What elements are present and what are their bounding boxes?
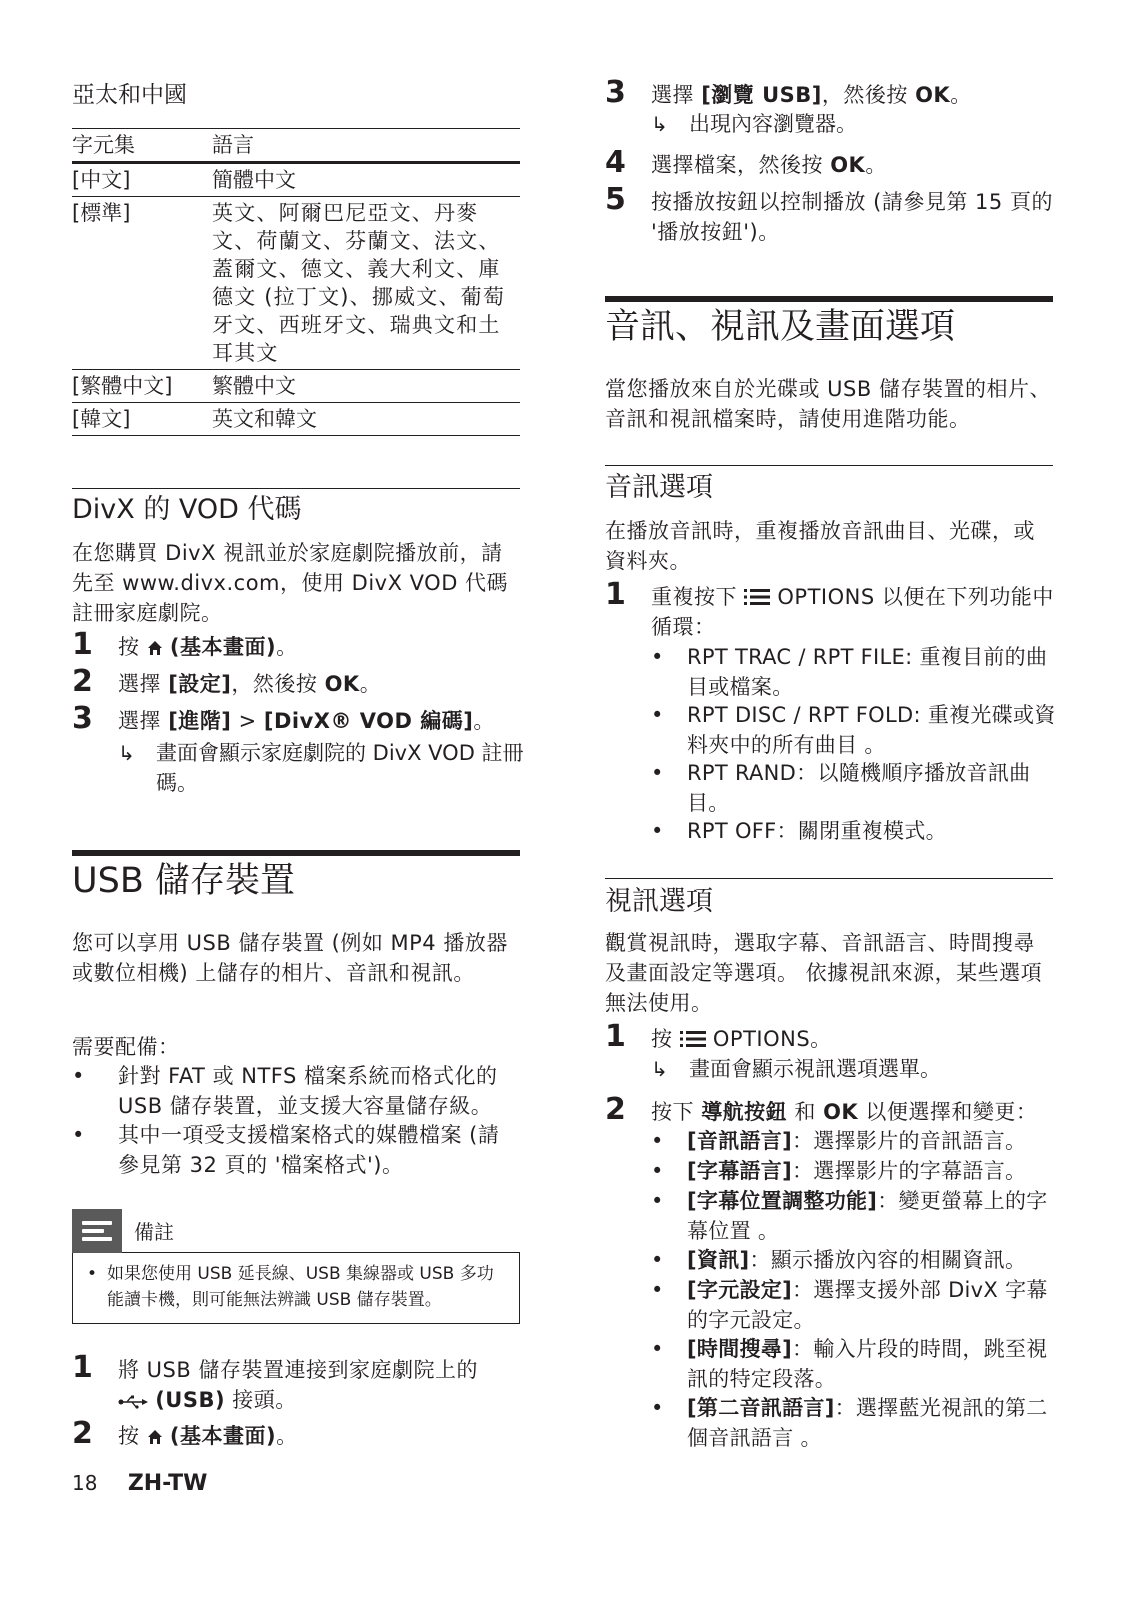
step-text: 和 (794, 1100, 816, 1124)
requirements-heading: 需要配備： (72, 1035, 180, 1059)
table-row (72, 197, 520, 370)
step-text: 。 (276, 635, 298, 659)
divx-top-rule (72, 488, 520, 489)
step-text: 接頭。 (232, 1388, 297, 1412)
step-text: 按播放按鈕以控制播放 (請參見第 15 頁的 '播放按鈕')。 (651, 190, 1053, 244)
step-text: 將 USB 儲存裝置連接到家庭劇院上的 (118, 1358, 478, 1382)
table-cell: 英文和韓文 (212, 403, 520, 436)
step-number: 3 (72, 701, 93, 736)
option-name: [字幕位置調整功能] (687, 1189, 878, 1213)
option-desc: : 重複光碟或資料夾中的所有曲目 。 (687, 703, 1056, 757)
option-desc: ：輸入片段的時間，跳至視訊的特定段落。 (687, 1337, 1048, 1391)
option-name: [資訊] (687, 1248, 750, 1272)
audio-intro: 在播放音訊時，重複播放音訊曲目、光碟，或資料夾。 (605, 519, 1035, 573)
result-text: 出現內容瀏覽器。 (689, 112, 857, 136)
home-icon (147, 640, 163, 656)
divx-intro: 在您購買 DivX 視訊並於家庭劇院播放前，請先至 www.divx.com，使用 DivX VOD 代碼註冊家庭劇院。 (72, 541, 509, 625)
page-number: 18 (72, 1471, 98, 1495)
option-name: RPT OFF (687, 819, 777, 843)
option-desc: : 重複目前的曲目或檔案。 (687, 645, 1048, 699)
step-bold: (基本畫面) (169, 635, 277, 659)
usb-heading: USB 儲存裝置 (72, 861, 295, 901)
step-number: 4 (605, 145, 626, 180)
usb-icon (118, 1395, 148, 1409)
bullet-dot: • (72, 1064, 85, 1088)
option-desc: ：選擇支援外部 DivX 字幕的字元設定。 (687, 1278, 1048, 1332)
note-body (72, 1253, 520, 1324)
option-desc: ：選擇藍光視訊的第二個音訊語言 。 (687, 1396, 1048, 1450)
step-text: 。 (810, 1027, 832, 1051)
bullet-dot: • (651, 1248, 664, 1272)
step-number: 1 (605, 1019, 626, 1054)
step-number: 1 (72, 627, 93, 662)
page-footer (72, 1471, 207, 1496)
step-number: 1 (72, 1350, 93, 1385)
result-text: 畫面會顯示視訊選項選單。 (689, 1057, 941, 1081)
option-name: RPT RAND (687, 761, 797, 785)
result-arrow-icon: ↳ (118, 741, 135, 765)
option-name: [時間搜尋] (687, 1337, 792, 1361)
note-box (72, 1209, 520, 1324)
option-name: [音訊語言] (687, 1129, 792, 1153)
table-header-charset: 字元集 (72, 129, 212, 163)
step-text: 選擇檔案，然後按 (651, 153, 823, 177)
option-name: [字幕語言] (687, 1159, 792, 1183)
bullet-dot: • (651, 1278, 664, 1302)
bullet-dot: • (87, 1264, 98, 1284)
table-cell: 簡體中文 (212, 163, 520, 197)
bullet-dot: • (651, 1129, 664, 1153)
region-heading: 亞太和中國 (72, 82, 187, 108)
step-text: > (238, 709, 257, 733)
table-row (72, 370, 520, 403)
table-cell: [韓文] (72, 403, 212, 436)
step-bold: [瀏覽 USB] (701, 83, 822, 107)
step-text: 選擇 (651, 83, 694, 107)
step-text: ，然後按 (231, 672, 318, 696)
option-desc: ：選擇影片的字幕語言。 (792, 1159, 1027, 1183)
step-text: 按 (651, 1027, 673, 1051)
step-bold: OK (830, 153, 866, 177)
option-desc: ：關閉重複模式。 (776, 819, 947, 843)
table-cell: 英文、阿爾巴尼亞文、丹麥文、荷蘭文、芬蘭文、法文、蓋爾文、德文、義大利文、庫德文 (拉丁文)、挪威文、葡萄牙文、西班牙文、瑞典文和土耳其文 (212, 197, 520, 370)
language-code: ZH-TW (127, 1471, 208, 1496)
options-icon (680, 1030, 706, 1048)
step-bold: [DivX® VOD 編碼] (263, 709, 474, 733)
audio-heading: 音訊選項 (605, 472, 713, 503)
video-top-rule (605, 878, 1053, 879)
charset-table (72, 129, 520, 436)
step-text: 以便選擇和變更： (865, 1100, 1038, 1124)
step-text: 。 (473, 709, 495, 733)
note-text: 如果您使用 USB 延長線、USB 集線器或 USB 多功能讀卡機，則可能無法辨識 USB 儲存裝置。 (107, 1264, 494, 1310)
table-row (72, 163, 520, 197)
usb-top-rule (72, 850, 520, 856)
step-bold: OK (823, 1100, 859, 1124)
bullet-dot: • (651, 761, 664, 785)
step-text: 按 (118, 1424, 140, 1448)
result-text: 畫面會顯示家庭劇院的 DivX VOD 註冊碼。 (156, 741, 524, 795)
step-text: ，然後按 (821, 83, 908, 107)
step-number: 5 (605, 182, 626, 217)
note-label: 備註 (134, 1220, 174, 1244)
av-top-rule (605, 296, 1053, 302)
table-cell: 繁體中文 (212, 370, 520, 403)
step-bold: [進階] (168, 709, 232, 733)
table-cell: [中文] (72, 163, 212, 197)
step-text: 。 (276, 1424, 298, 1448)
step-bold: 導航按鈕 (701, 1100, 788, 1124)
step-bold: OPTIONS (777, 585, 875, 609)
bullet-dot: • (651, 703, 664, 727)
step-bold: [設定] (168, 672, 232, 696)
video-intro: 觀賞視訊時，選取字幕、音訊語言、時間搜尋及畫面設定等選項。 依據視訊來源，某些選項無法使用。 (605, 931, 1043, 1015)
bullet-dot: • (651, 645, 664, 669)
table-cell: [標準] (72, 197, 212, 370)
table-row (72, 403, 520, 436)
option-desc: ：變更螢幕上的字幕位置 。 (687, 1189, 1048, 1243)
option-desc: ：顯示播放內容的相關資訊。 (749, 1248, 1027, 1272)
av-intro: 當您播放來自於光碟或 USB 儲存裝置的相片、音訊和視訊檔案時，請使用進階功能。 (605, 377, 1051, 431)
table-cell: [繁體中文] (72, 370, 212, 403)
step-number: 2 (72, 1416, 93, 1451)
result-arrow-icon: ↳ (651, 112, 668, 136)
step-bold: (USB) (155, 1388, 226, 1412)
step-bold: OPTIONS (712, 1027, 811, 1051)
option-name: RPT TRAC / RPT FILE (687, 645, 906, 669)
list-item-text: 其中一項受支援檔案格式的媒體檔案 (請參見第 32 頁的 '檔案格式')。 (118, 1123, 500, 1177)
option-desc: ：以隨機順序播放音訊曲目。 (687, 761, 1031, 815)
step-number: 3 (605, 75, 626, 110)
note-icon (72, 1209, 122, 1253)
step-bold: OK (324, 672, 360, 696)
list-item-text: 針對 FAT 或 NTFS 檔案系統而格式化的 USB 儲存裝置，並支援大容量儲存級。 (118, 1064, 498, 1118)
bullet-dot: • (651, 1159, 664, 1183)
divx-heading: DivX 的 VOD 代碼 (72, 494, 302, 525)
step-text: 按 (118, 635, 140, 659)
option-name: RPT DISC / RPT FOLD (687, 703, 914, 727)
result-arrow-icon: ↳ (651, 1057, 668, 1081)
step-text: 選擇 (118, 709, 161, 733)
home-icon (147, 1429, 163, 1445)
option-desc: ：選擇影片的音訊語言。 (792, 1129, 1027, 1153)
step-text: 。 (950, 83, 972, 107)
step-text: 。 (865, 153, 887, 177)
step-bold: OK (915, 83, 951, 107)
table-header-language: 語言 (212, 129, 520, 163)
option-name: [字元設定] (687, 1278, 792, 1302)
step-text: 選擇 (118, 672, 161, 696)
step-text: 以便在下列功能中循環： (651, 585, 1054, 639)
option-name: [第二音訊語言] (687, 1396, 835, 1420)
video-heading: 視訊選項 (605, 886, 713, 917)
usb-intro: 您可以享用 USB 儲存裝置 (例如 MP4 播放器或數位相機) 上儲存的相片、音訊和視訊。 (72, 931, 508, 985)
audio-top-rule (605, 465, 1053, 466)
step-text: 重複按下 (651, 585, 737, 609)
options-icon (744, 588, 770, 606)
step-bold: (基本畫面) (169, 1424, 277, 1448)
bullet-dot: • (651, 1396, 664, 1420)
step-text: 。 (359, 672, 382, 696)
step-number: 2 (72, 664, 93, 699)
bullet-dot: • (651, 1337, 664, 1361)
table-header-row (72, 129, 520, 163)
charset-table-wrap (72, 128, 532, 436)
note-header (72, 1209, 520, 1253)
step-number: 1 (605, 577, 626, 612)
bullet-dot: • (651, 1189, 664, 1213)
step-text: 按下 (651, 1100, 694, 1124)
av-heading: 音訊、視訊及畫面選項 (605, 307, 956, 347)
bullet-dot: • (72, 1123, 85, 1147)
step-number: 2 (605, 1092, 626, 1127)
bullet-dot: • (651, 819, 664, 843)
